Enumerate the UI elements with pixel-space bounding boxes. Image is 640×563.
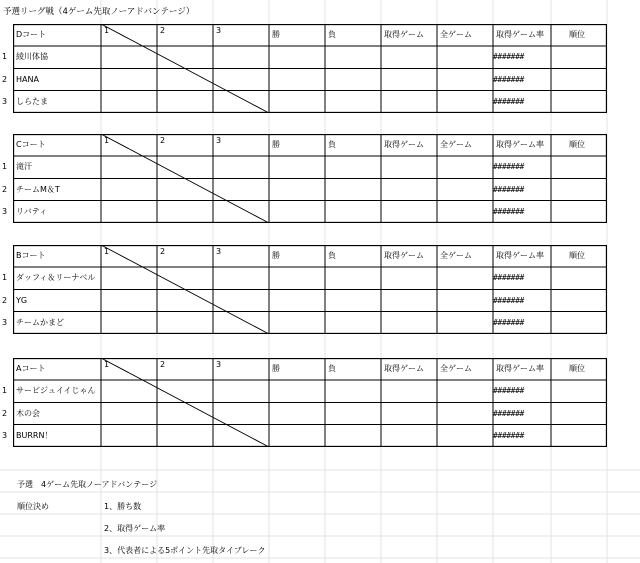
header-win[interactable]: 勝 <box>272 251 280 260</box>
score-cell[interactable] <box>269 91 325 114</box>
row-number: 2 <box>2 295 8 305</box>
score-cell[interactable] <box>269 46 325 69</box>
score-cell[interactable] <box>157 46 213 69</box>
header-games-won[interactable]: 取得ゲーム <box>384 30 424 39</box>
score-cell[interactable] <box>437 201 493 224</box>
score-cell[interactable] <box>269 312 325 335</box>
header-games-won[interactable]: 取得ゲーム <box>384 364 424 373</box>
row-number: 1 <box>2 386 8 395</box>
team-name[interactable]: 滝汗 <box>16 162 32 171</box>
row-number: 3 <box>2 317 8 327</box>
score-cell[interactable] <box>269 380 325 403</box>
score-cell[interactable] <box>269 403 325 425</box>
score-cell[interactable] <box>325 46 381 69</box>
score-cell[interactable] <box>101 267 157 290</box>
score-cell[interactable] <box>269 69 325 91</box>
score-cell[interactable] <box>381 91 437 114</box>
team-name[interactable]: サービジュイイじゃん <box>16 386 96 395</box>
header-col-3[interactable]: 3 <box>216 136 222 145</box>
score-cell[interactable] <box>437 312 493 335</box>
header-col-2[interactable]: 2 <box>160 360 166 369</box>
header-games-all[interactable]: 全ゲーム <box>440 30 472 39</box>
score-cell[interactable] <box>213 69 269 91</box>
score-cell[interactable] <box>325 156 381 179</box>
rate-cell[interactable]: ####### <box>493 408 524 418</box>
header-col-1[interactable]: 1 <box>104 247 110 256</box>
score-cell[interactable] <box>269 201 325 224</box>
score-cell[interactable] <box>325 312 381 335</box>
score-cell[interactable] <box>381 312 437 335</box>
rank-cell[interactable] <box>551 290 607 312</box>
score-cell[interactable] <box>213 156 269 179</box>
team-name[interactable]: チームかまど <box>16 317 64 327</box>
header-win[interactable]: 勝 <box>272 140 280 149</box>
header-rate[interactable]: 取得ゲーム率 <box>496 251 544 260</box>
rate-cell[interactable]: ####### <box>493 273 524 282</box>
rank-rule-1: 1、勝ち数 <box>104 502 142 511</box>
score-cell[interactable] <box>381 403 437 425</box>
header-rate[interactable]: 取得ゲーム率 <box>496 30 544 39</box>
rate-cell[interactable]: ####### <box>493 430 524 440</box>
score-cell[interactable] <box>213 380 269 403</box>
team-name[interactable]: 綾川体協 <box>16 52 48 61</box>
score-cell[interactable] <box>101 312 157 335</box>
row-number: 3 <box>2 96 8 106</box>
score-cell[interactable] <box>381 46 437 69</box>
score-cell[interactable] <box>213 46 269 69</box>
rank-rule-label: 順位決め <box>17 502 49 511</box>
score-cell[interactable] <box>325 201 381 224</box>
rank-cell[interactable] <box>551 267 607 290</box>
header-win[interactable]: 勝 <box>272 30 280 39</box>
row-number: 2 <box>2 184 8 194</box>
header-games-all[interactable]: 全ゲーム <box>440 364 472 373</box>
rate-cell[interactable]: ####### <box>493 162 524 171</box>
rank-cell[interactable] <box>551 312 607 335</box>
rank-cell[interactable] <box>551 179 607 201</box>
score-cell[interactable] <box>325 380 381 403</box>
score-cell[interactable] <box>213 312 269 335</box>
header-rank[interactable]: 順位 <box>569 251 585 260</box>
header-rank[interactable]: 順位 <box>569 364 585 373</box>
score-cell[interactable] <box>101 179 157 201</box>
header-col-2[interactable]: 2 <box>160 26 166 35</box>
row-number: 2 <box>2 408 8 418</box>
score-cell[interactable] <box>101 201 157 224</box>
score-cell[interactable] <box>213 91 269 114</box>
rate-cell[interactable]: ####### <box>493 295 524 305</box>
score-cell[interactable] <box>157 201 213 224</box>
rank-cell[interactable] <box>551 380 607 403</box>
court-name[interactable]: Dコート <box>16 30 47 39</box>
score-cell[interactable] <box>157 91 213 114</box>
score-cell[interactable] <box>381 290 437 312</box>
score-cell[interactable] <box>381 267 437 290</box>
court-name[interactable]: Cコート <box>16 140 46 149</box>
score-cell[interactable] <box>213 179 269 201</box>
team-name[interactable]: HANA <box>16 74 39 84</box>
score-cell[interactable] <box>381 156 437 179</box>
score-cell[interactable] <box>437 425 493 448</box>
header-col-3[interactable]: 3 <box>216 360 222 369</box>
score-cell[interactable] <box>325 267 381 290</box>
header-col-2[interactable]: 2 <box>160 247 166 256</box>
score-cell[interactable] <box>157 403 213 425</box>
score-cell[interactable] <box>437 267 493 290</box>
header-rank[interactable]: 順位 <box>569 30 585 39</box>
header-col-1[interactable]: 1 <box>104 136 110 145</box>
rank-cell[interactable] <box>551 46 607 69</box>
score-cell[interactable] <box>437 290 493 312</box>
rate-cell[interactable]: ####### <box>493 206 524 216</box>
score-cell[interactable] <box>157 312 213 335</box>
team-name[interactable]: ダッフィ＆リーナベル <box>16 273 96 282</box>
rank-cell[interactable] <box>551 403 607 425</box>
score-cell[interactable] <box>157 425 213 448</box>
team-name[interactable]: しらたま <box>16 96 48 106</box>
header-col-1[interactable]: 1 <box>104 26 110 35</box>
score-cell[interactable] <box>381 425 437 448</box>
score-cell[interactable] <box>157 179 213 201</box>
header-games-all[interactable]: 全ゲーム <box>440 251 472 260</box>
score-cell[interactable] <box>213 403 269 425</box>
header-games-won[interactable]: 取得ゲーム <box>384 140 424 149</box>
rate-cell[interactable]: ####### <box>493 74 524 84</box>
score-cell[interactable] <box>101 69 157 91</box>
rank-cell[interactable] <box>551 201 607 224</box>
court-name[interactable]: Bコート <box>16 251 46 260</box>
score-cell[interactable] <box>325 290 381 312</box>
rate-cell[interactable]: ####### <box>493 386 524 395</box>
header-col-1[interactable]: 1 <box>104 360 110 369</box>
row-number: 1 <box>2 162 8 171</box>
score-cell[interactable] <box>325 69 381 91</box>
header-lose[interactable]: 負 <box>328 251 336 260</box>
court-name[interactable]: Aコート <box>16 364 46 373</box>
score-cell[interactable] <box>381 69 437 91</box>
header-lose[interactable]: 負 <box>328 364 336 373</box>
rank-cell[interactable] <box>551 156 607 179</box>
rank-cell[interactable] <box>551 69 607 91</box>
row-number: 3 <box>2 430 8 440</box>
rank-cell[interactable] <box>551 91 607 114</box>
score-cell[interactable] <box>437 403 493 425</box>
score-cell[interactable] <box>101 46 157 69</box>
rank-rule-2: 2、取得ゲーム率 <box>104 524 166 533</box>
header-col-3[interactable]: 3 <box>216 26 222 35</box>
score-cell[interactable] <box>157 156 213 179</box>
score-cell[interactable] <box>437 179 493 201</box>
score-cell[interactable] <box>325 91 381 114</box>
header-rank[interactable]: 順位 <box>569 140 585 149</box>
score-cell[interactable] <box>213 267 269 290</box>
rate-cell[interactable]: ####### <box>493 96 524 106</box>
row-number: 2 <box>2 74 8 84</box>
header-games-won[interactable]: 取得ゲーム <box>384 251 424 260</box>
score-cell[interactable] <box>101 380 157 403</box>
score-cell[interactable] <box>213 290 269 312</box>
rate-cell[interactable]: ####### <box>493 317 524 327</box>
score-cell[interactable] <box>269 179 325 201</box>
rate-cell[interactable]: ####### <box>493 52 524 61</box>
score-cell[interactable] <box>437 380 493 403</box>
score-cell[interactable] <box>213 425 269 448</box>
rank-cell[interactable] <box>551 425 607 448</box>
header-rate[interactable]: 取得ゲーム率 <box>496 140 544 149</box>
score-cell[interactable] <box>101 425 157 448</box>
team-name[interactable]: チームM＆T <box>16 184 60 194</box>
header-lose[interactable]: 負 <box>328 140 336 149</box>
score-cell[interactable] <box>381 201 437 224</box>
row-number: 1 <box>2 52 8 61</box>
score-cell[interactable] <box>269 267 325 290</box>
score-cell[interactable] <box>157 69 213 91</box>
score-cell[interactable] <box>381 380 437 403</box>
team-name[interactable]: リバティ <box>16 206 48 216</box>
header-col-2[interactable]: 2 <box>160 136 166 145</box>
score-cell[interactable] <box>381 179 437 201</box>
rank-rule-3: 3、代表者による5ポイント先取タイブレーク <box>104 546 266 555</box>
score-cell[interactable] <box>101 403 157 425</box>
row-number: 3 <box>2 206 8 216</box>
score-cell[interactable] <box>157 290 213 312</box>
score-cell[interactable] <box>101 91 157 114</box>
score-cell[interactable] <box>101 290 157 312</box>
score-cell[interactable] <box>269 156 325 179</box>
team-name[interactable]: 木の会 <box>16 408 40 418</box>
header-col-3[interactable]: 3 <box>216 247 222 256</box>
score-cell[interactable] <box>157 267 213 290</box>
sheet-title: 予選リーグ戦（4ゲーム先取ノーアドバンテージ） <box>3 7 195 17</box>
score-cell[interactable] <box>213 201 269 224</box>
header-games-all[interactable]: 全ゲーム <box>440 140 472 149</box>
score-cell[interactable] <box>325 403 381 425</box>
score-cell[interactable] <box>437 156 493 179</box>
score-cell[interactable] <box>437 46 493 69</box>
rate-cell[interactable]: ####### <box>493 184 524 194</box>
score-cell[interactable] <box>437 91 493 114</box>
row-number: 1 <box>2 273 8 282</box>
header-rate[interactable]: 取得ゲーム率 <box>496 364 544 373</box>
score-cell[interactable] <box>325 179 381 201</box>
team-name[interactable]: YG <box>16 295 28 305</box>
notes-heading: 予選 4ゲーム先取ノーアドバンテージ <box>17 480 158 489</box>
score-cell[interactable] <box>269 290 325 312</box>
header-lose[interactable]: 負 <box>328 30 336 39</box>
header-win[interactable]: 勝 <box>272 364 280 373</box>
score-cell[interactable] <box>325 425 381 448</box>
score-cell[interactable] <box>437 69 493 91</box>
score-cell[interactable] <box>269 425 325 448</box>
score-cell[interactable] <box>101 156 157 179</box>
score-cell[interactable] <box>157 380 213 403</box>
team-name[interactable]: BURRN！ <box>16 430 53 440</box>
